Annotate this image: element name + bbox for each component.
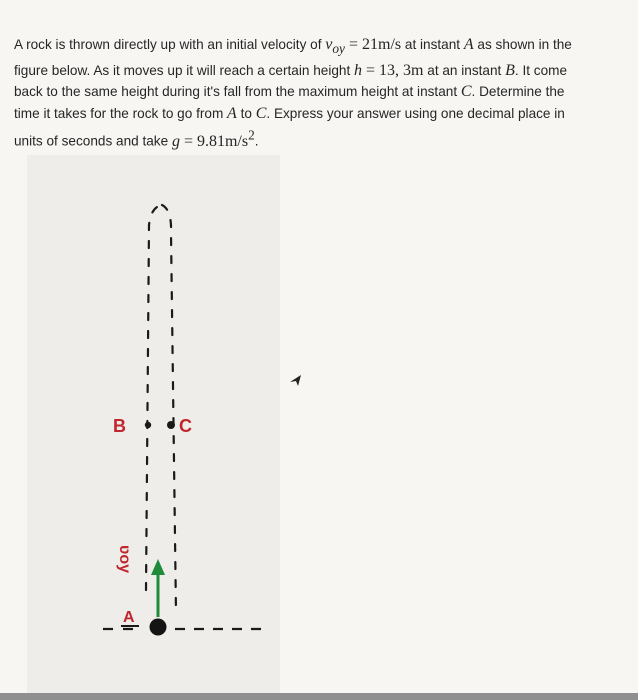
math-point: C: [460, 83, 472, 101]
text: at an instant: [423, 62, 506, 78]
math-value: = 9.81m/s: [179, 132, 249, 150]
text: .: [254, 133, 259, 149]
problem-line: [14, 124, 630, 152]
text: . It come: [514, 62, 568, 78]
math-velocity: [325, 36, 402, 57]
problem-line: [14, 81, 630, 103]
upward-path-dashed: [146, 205, 162, 590]
text: at instant: [401, 37, 464, 52]
label-voy: ʋoy: [116, 545, 133, 573]
math-point: A: [463, 36, 474, 53]
math-gravity: [171, 127, 255, 150]
rock-ball: [150, 619, 167, 636]
label-a: A: [123, 609, 135, 626]
figure-panel: [27, 155, 280, 695]
math-sub: oy: [332, 41, 345, 57]
text: figure below. As it moves up it will reach a certain height: [14, 62, 355, 78]
text: . Express your answer using one decimal place in: [266, 105, 565, 121]
downward-path-dashed: [162, 205, 176, 613]
text: . Determine the: [471, 84, 565, 100]
math-var: h: [354, 61, 363, 79]
point-c-dot: [167, 421, 175, 429]
math-point: B: [505, 61, 515, 79]
text: to: [236, 105, 256, 121]
problem-line: [14, 103, 630, 125]
math-value: = 21m/s: [344, 36, 402, 53]
bottom-edge-bar: [0, 693, 638, 700]
problem-statement: [14, 34, 630, 152]
trajectory-diagram: [27, 155, 280, 695]
math-point: A: [227, 104, 237, 122]
text: back to the same height during it's fall from the maximum height at instant: [14, 84, 461, 100]
math-point: C: [255, 104, 267, 122]
point-b-dot: [145, 422, 151, 428]
text: as shown in the: [473, 37, 572, 52]
math-sup: 2: [248, 127, 255, 143]
velocity-arrow-head: [151, 559, 165, 575]
math-var: v: [325, 36, 333, 53]
math-var: g: [171, 132, 180, 150]
label-c: C: [179, 416, 192, 436]
problem-line: [14, 34, 630, 60]
text: time it takes for the rock to go from: [14, 105, 228, 121]
mouse-cursor-icon: [288, 372, 304, 390]
math-height: [354, 62, 423, 79]
text: A rock is thrown directly up with an initial velocity of: [14, 37, 326, 52]
label-b: B: [113, 416, 126, 436]
problem-line: [14, 60, 630, 82]
math-value: = 13, 3m: [362, 61, 424, 79]
text: units of seconds and take: [14, 133, 172, 149]
